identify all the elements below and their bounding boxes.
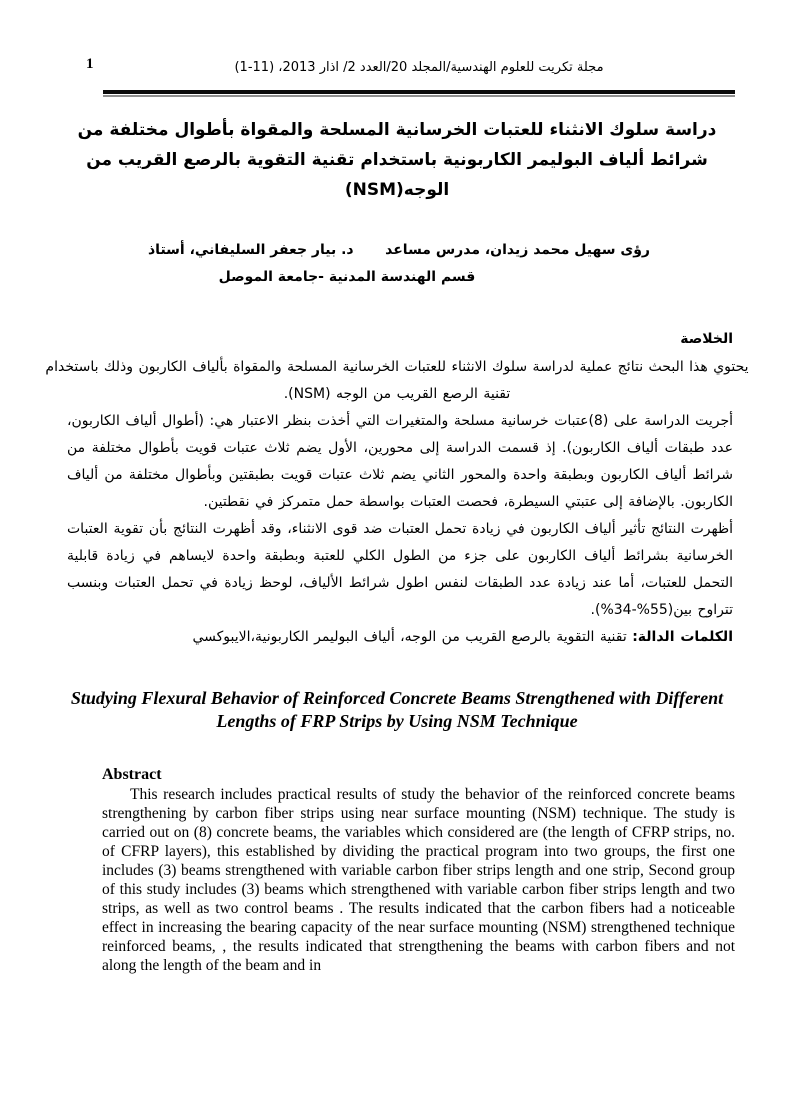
author-name-right: د. بيار جعفر السليفاني، أستاذ <box>148 242 354 258</box>
header-double-rule <box>103 90 735 97</box>
arabic-abstract-heading: الخلاصة <box>680 331 733 347</box>
authors-affiliation: قسم الهندسة المدنية -جامعة الموصل <box>218 269 476 285</box>
arabic-title: دراسة سلوك الانثناء للعتبات الخرسانية المسلحة والمقواة بأطوال مختلفة من شرائط ألياف البوليمر الكاربونية باستخدام تقنية التقوية بالرصع القريب من الوجه(NSM) <box>77 120 717 200</box>
arabic-keywords-label: الكلمات الدالة: <box>632 629 733 645</box>
journal-header-text: مجلة تكريت للعلوم الهندسية/المجلد 20/العدد 2/ اذار 2013، (11-1) <box>234 60 604 75</box>
arabic-keywords-line <box>67 624 733 651</box>
english-title: Studying Flexural Behavior of Reinforced Concrete Beams Strengthened with Different Lengths of FRP Strips by Using NSM Technique <box>70 688 724 731</box>
english-abstract-heading: Abstract <box>102 766 162 783</box>
page-number: 1 <box>86 56 94 72</box>
arabic-abstract-paragraph-1: يحتوي هذا البحث نتائج عملية لدراسة سلوك الانثناء للعتبات الخرسانية المسلحة والمقواة بألياف الكاربون وذلك باستخدام تقنية الرصع القريب من الوجه (NSM). <box>45 359 749 402</box>
arabic-abstract-paragraph-3: أظهرت النتائج تأثير ألياف الكاربون في زيادة تحمل العتبات ضد قوى الانثناء، وقد أظهرت النتائج بأن تقوية العتبات الخرسانية بشرائط ألياف الكاربون على جزء من الطول الكلي للعتبة وبطبقة واحدة لايساهم في زيادة قابلية التحمل للعتبات، أما عند زيادة عدد الطبقات لنفس اطول شرائط الألياف، لوحظ زيادة في تحمل العتبات وبنسب تتراوح بين(55%-34%). <box>67 521 733 618</box>
arabic-abstract-paragraph-2: أجريت الدراسة على (8)عتبات خرسانية مسلحة والمتغيرات التي أخذت بنظر الاعتبار هي: (أطوال ألياف الكاربون، عدد طبقات ألياف الكاربون). إذ قسمت الدراسة إلى محورين، الأول يضم ثلاث عتبات قويت بأطوال مختلفة من شرائط ألياف الكاربون وبطبقة واحدة والمحور الثاني يضم ثلاث عتبات قويت بطبقتين وبأطوال مختلفة من ألياف الكاربون. بالإضافة إلى عتبتي السيطرة، فحصت العتبات بواسطة حمل متمركز في نقطتين. <box>67 413 733 510</box>
english-abstract-paragraph: This research includes practical results of study the behavior of the reinforced concrete beams strengthening by carbon fiber strips using near surface mounting (NSM) technique. The study is carried out on (8) concrete beams, the variables which considered are (the length of CFRP strips, no. of CFRP layers), this established by dividing the practical program into two groups, the first one includes (3) beams strengthened with variable carbon fiber strips length and one strip, Second group of this study includes (3) beams which strengthened with variable carbon fiber strips length and two strips, as well as two control beams . The results indicated that the carbon fibers had a noticeable effect in increasing the bearing capacity of the near surface mounting (NSM) strengthened technique reinforced beams, , the results indicated that strengthening the beams with carbon fibers and not along the length of the beam and in <box>102 786 735 974</box>
journal-header <box>103 56 735 97</box>
author-name-left: رؤى سهيل محمد زيدان، مدرس مساعد <box>385 242 650 258</box>
authors-row <box>0 241 794 259</box>
arabic-keywords-text: تقنية التقوية بالرصع القريب من الوجه، ألياف البوليمر الكاربونية،الايبوكسي <box>192 629 633 645</box>
